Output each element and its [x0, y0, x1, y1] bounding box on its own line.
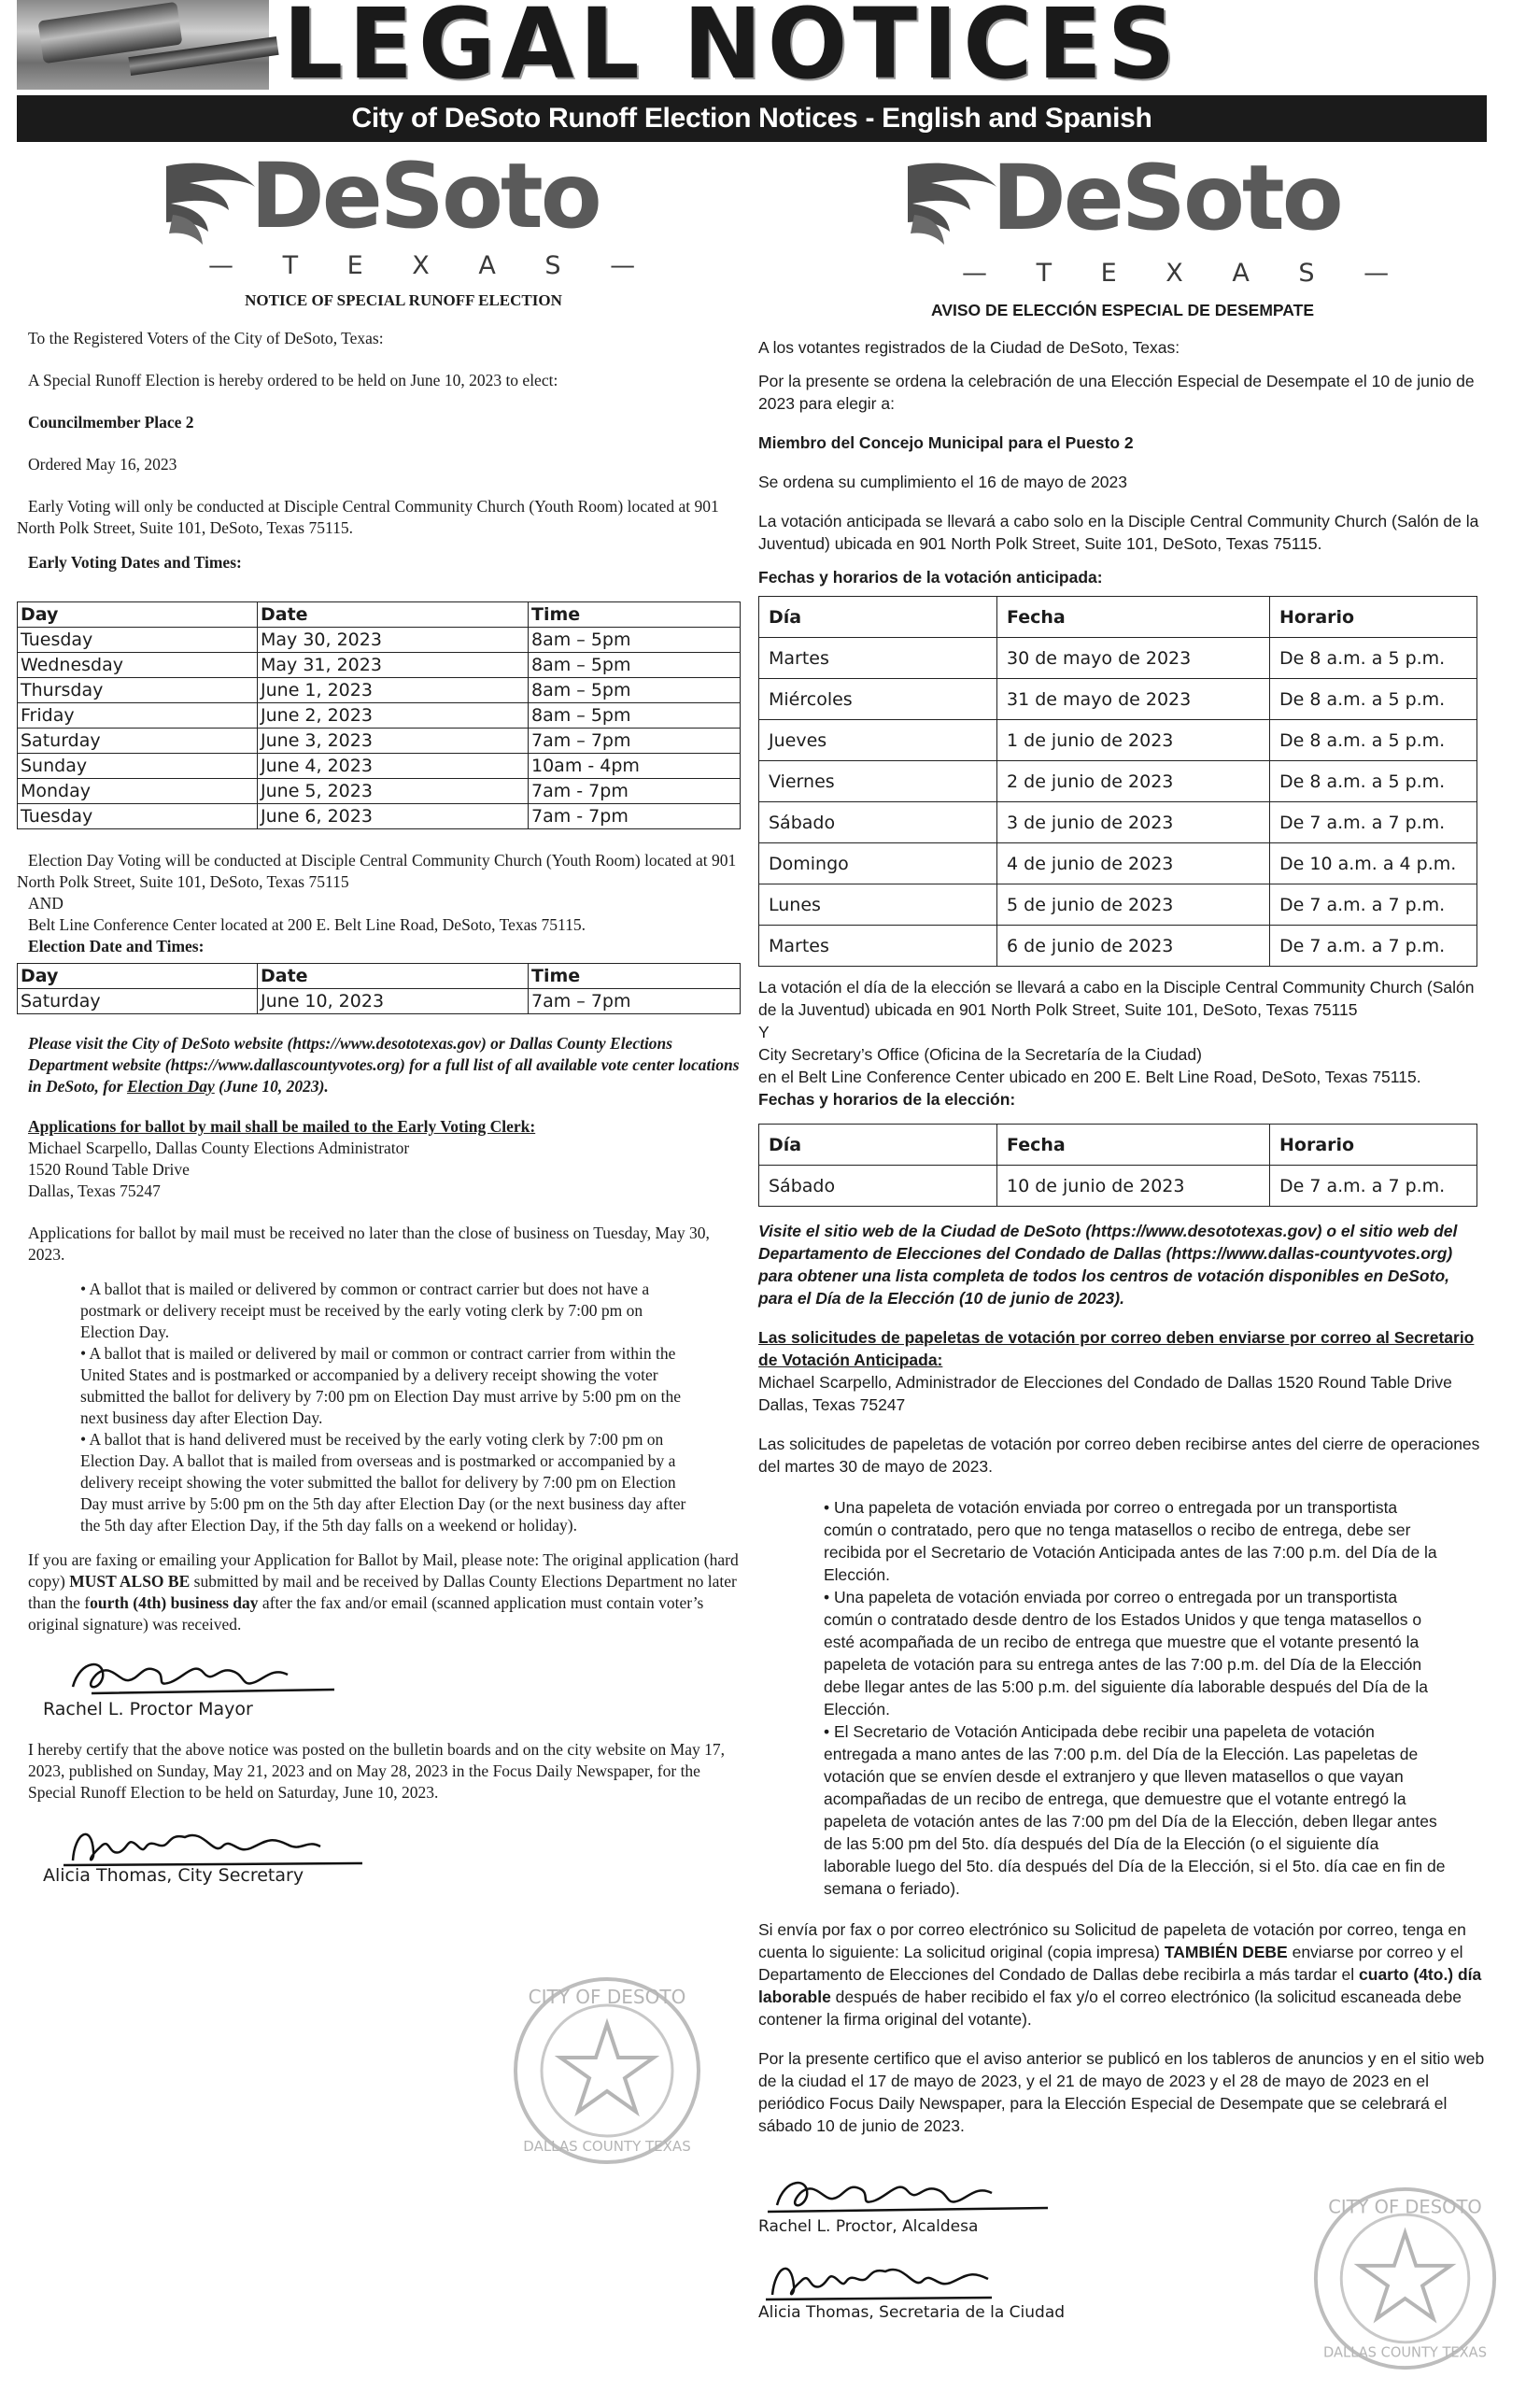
certification: I hereby certify that the above notice was posted on the bulletin boards and on the city website on May 17, 2023, published on Sunday, May 21, 2023 and on May 28, 2023 in the Focus Daily Newspaper, for the Special Runoff Election to be held on Saturday, June 10, 2023.: [28, 1740, 725, 1802]
notice-heading: AVISO DE ELECCIÓN ESPECIAL DE DESEMPATE: [930, 301, 1315, 319]
table-header-row: [759, 1125, 1477, 1166]
secretary-name: Alicia Thomas, Secretaria de la Ciudad: [758, 2303, 1066, 2322]
cell-day: Saturday: [18, 729, 258, 754]
seal-top-text: CITY OF DESOTO: [528, 1986, 686, 2008]
fax-text: Si envía por fax o por correo electrónico su Solicitud de papeleta de votación por correo, tenga en cuenta lo siguiente: La solicitud original (copia impresa): [758, 1920, 1466, 1961]
masthead: [17, 0, 1487, 90]
mail-name: Michael Scarpello, Dallas County Elections Administrator: [28, 1139, 410, 1157]
table-row: [18, 653, 741, 678]
ordered-text: A Special Runoff Election is hereby ordered to be held on June 10, 2023 to elect:: [28, 371, 558, 389]
mayor-signature: [17, 1654, 743, 1699]
list-item: • Una papeleta de votación enviada por correo o entregada por un transportista común o contratado desde dentro de los Estados Unidos y que tenga matasellos o esté acompañada de un recibo de entrega que muestre que el votante presentó la papeleta de votación para su entrega antes de las 7:00 p.m. del Día de la Elección debe llegar antes de las 5:00 p.m. del siguiente día laborable después del Día de la Elección.: [824, 1588, 1428, 1719]
mail-heading: Las solicitudes de papeletas de votación por correo deben enviarse por correo al Secretario de Votación Anticipada:: [758, 1328, 1475, 1369]
mail-city: Dallas, Texas 75247: [758, 1395, 906, 1414]
early-voting-location: Early Voting will only be conducted at Disciple Central Community Church (Youth Room) located at 901 North Polk Street, Suite 101, DeSoto, Texas 75115.: [17, 497, 719, 537]
fax-notice: [758, 1918, 1487, 2030]
cell-date: May 30, 2023: [258, 628, 529, 653]
cell-time: De 8 a.m. a 5 p.m.: [1270, 720, 1477, 761]
cell-day: Viernes: [759, 761, 997, 802]
seal-top-text: CITY OF DESOTO: [1328, 2196, 1482, 2218]
mail-city: Dallas, Texas 75247: [28, 1181, 161, 1200]
cell-day: Wednesday: [18, 653, 258, 678]
election-day-location: La votación el día de la elección se llevará a cabo en la Disciple Central Community Church (Salón de la Juventud) ubicada en 901 North Polk Street, Suite 101, DeSoto, Texas 75115: [758, 978, 1475, 1019]
table-row: [18, 779, 741, 804]
election-day-location-2: Belt Line Conference Center located at 200 E. Belt Line Road, DeSoto, Texas 75115.: [28, 915, 586, 934]
gavel-image: [17, 0, 269, 90]
table-row: [759, 761, 1477, 802]
cell-time: De 7 a.m. a 7 p.m.: [1270, 884, 1477, 926]
table-row: [18, 754, 741, 779]
list-item: • A ballot that is hand delivered must be received by the early voting clerk by 7:00 pm on Election Day. A ballot that is mailed from overseas and is postmarked or accompanied by a delivery receipt showing the voter submitted the ballot for delivery by 7:00 pm on Election Day must arrive by 5:00 pm on the 5th day after Election Day (or the next business day after the 5th day after Election Day, if the 5th day falls on a weekend or holiday).: [80, 1430, 686, 1535]
election-day-table: [17, 963, 741, 1014]
header-date: Date: [258, 964, 529, 989]
city-seal-icon: [512, 1975, 703, 2167]
table-row: [759, 802, 1477, 843]
cell-date: 4 de junio de 2023: [997, 843, 1270, 884]
table-row: [18, 989, 741, 1014]
and-label: AND: [28, 894, 64, 913]
mayor-name: Rachel L. Proctor Mayor: [43, 1699, 253, 1719]
seal-bottom-text: DALLAS COUNTY TEXAS: [1323, 2344, 1487, 2361]
office-title: Miembro del Concejo Municipal para el Puesto 2: [758, 433, 1134, 452]
cell-date: June 3, 2023: [258, 729, 529, 754]
table-row: [759, 843, 1477, 884]
early-voting-table: [758, 596, 1477, 967]
cell-day: Martes: [759, 926, 997, 967]
desoto-logo: [758, 146, 1487, 290]
election-day-heading: Election Date and Times:: [28, 937, 205, 955]
cell-day: Friday: [18, 703, 258, 729]
mail-deadline: Las solicitudes de papeletas de votación por correo deben recibirse antes del cierre de operaciones del martes 30 de mayo de 2023.: [758, 1435, 1480, 1476]
secretary-signature: [17, 1818, 743, 1865]
fax-emphasis: TAMBIÉN DEBE: [1164, 1943, 1288, 1961]
cell-day: Sunday: [18, 754, 258, 779]
fax-text: después de haber recibido el fax y/o el correo electrónico (la solicitud escaneada debe contener la firma original del votante).: [758, 1988, 1462, 2029]
cell-date: 2 de junio de 2023: [997, 761, 1270, 802]
cell-time: 10am - 4pm: [529, 754, 741, 779]
cell-day: Martes: [759, 638, 997, 679]
secretary-signature-image: [758, 2253, 1038, 2304]
secretary-name: Alicia Thomas, City Secretary: [43, 1865, 304, 1886]
and-label: Y: [758, 1023, 770, 1041]
table-row: [759, 926, 1477, 967]
table-row: [759, 884, 1477, 926]
header-day: Día: [759, 1125, 997, 1166]
list-item: • A ballot that is mailed or delivered by mail or common or contract carrier from within the United States and is postmarked or accompanied by a delivery receipt showing the voter submitted the ballot for delivery by 7:00 pm on Election Day must arrive by 5:00 pm on the next business day after Election Day.: [80, 1344, 682, 1427]
fax-text: enviarse por correo y el Departamento de Elecciones del Condado de Dallas debe recibirla a más tardar el: [758, 1943, 1463, 1984]
cell-time: De 8 a.m. a 5 p.m.: [1270, 761, 1477, 802]
desoto-logo-mark-icon: [162, 159, 260, 252]
ballot-rules-list: [17, 1279, 743, 1536]
cell-day: Jueves: [759, 720, 997, 761]
logo-state: — T E X A S —: [962, 259, 1410, 288]
section-banner: City of DeSoto Runoff Election Notices - English and Spanish: [17, 95, 1487, 142]
visit-election-day: Election Day: [126, 1077, 215, 1096]
mail-heading: Applications for ballot by mail shall be mailed to the Early Voting Clerk:: [28, 1117, 536, 1136]
desoto-logo-mark-icon: [903, 159, 1001, 252]
cell-date: 6 de junio de 2023: [997, 926, 1270, 967]
cell-day: Miércoles: [759, 679, 997, 720]
cell-date: June 4, 2023: [258, 754, 529, 779]
mail-street: 1520 Round Table Drive: [28, 1160, 190, 1179]
cell-date: June 5, 2023: [258, 779, 529, 804]
cell-day: Sábado: [759, 1166, 997, 1207]
header-time: Horario: [1270, 597, 1477, 638]
table-row: [18, 678, 741, 703]
ordered-date: Se ordena su cumplimiento el 16 de mayo de 2023: [758, 473, 1127, 491]
visit-text: Please visit the City of DeSoto website (https://www.desototexas.gov) or Dallas County Elections Department website (https://www.dallascountyvotes.org) for a full list of all available vote center locations in DeSoto, for: [28, 1034, 740, 1096]
table-row: [18, 804, 741, 829]
election-day-heading: Fechas y horarios de la elección:: [758, 1090, 1016, 1109]
salutation: To the Registered Voters of the City of DeSoto, Texas:: [28, 329, 384, 347]
early-voting-location: La votación anticipada se llevará a cabo solo en la Disciple Central Community Church (Salón de la Juventud) ubicada en 901 North Polk Street, Suite 101, DeSoto, Texas 75115.: [758, 512, 1479, 553]
mayor-name: Rachel L. Proctor, Alcaldesa: [758, 2217, 979, 2236]
secretary-signature-image: [54, 1818, 390, 1870]
early-voting-heading: Early Voting Dates and Times:: [28, 553, 242, 572]
list-item: • El Secretario de Votación Anticipada debe recibir una papeleta de votación entregada a mano antes de las 7:00 p.m. del Día de la Elección. Las papeletas de votación que se envíen desde el extranjero y que lleven matasellos o que vayan acompañadas de un recibo de entrega, que demuestre que el votante entregó la papeleta de votación antes de las 7:00 pm del Día de la Elección, deben llegar antes de las 5:00 pm del 5to. día después del Día de la Elección (o el siguiente día laborable luego del 5to. día después del Día de la Elección, si el 5to. día cae en fin de semana o feriado).: [824, 1722, 1446, 1898]
table-header-row: [18, 964, 741, 989]
cell-time: 7am – 7pm: [529, 989, 741, 1014]
seal-bottom-text: DALLAS COUNTY TEXAS: [523, 2138, 691, 2155]
cell-date: 30 de mayo de 2023: [997, 638, 1270, 679]
spanish-notice: [758, 146, 1487, 2324]
salutation: A los votantes registrados de la Ciudad de DeSoto, Texas:: [758, 338, 1180, 357]
cell-time: De 8 a.m. a 5 p.m.: [1270, 638, 1477, 679]
header-date: Date: [258, 602, 529, 628]
cell-date: 1 de junio de 2023: [997, 720, 1270, 761]
table-header-row: [18, 602, 741, 628]
mail-name: Michael Scarpello, Administrador de Elecciones del Condado de Dallas 1520 Round Table Drive: [758, 1373, 1452, 1392]
visit-website-notice: Visite el sitio web de la Ciudad de DeSoto (https://www.desototexas.gov) o el sitio web del Departamento de Elecciones del Condado de Dallas (https://www.dallas-countyvotes.org) para obtener una lista completa de todos los centros de votación disponibles en DeSoto, para el Día de la Elección (10 de junio de 2023).: [758, 1222, 1458, 1308]
certification: Por la presente certifico que el aviso anterior se publicó en los tableros de anuncios y en el sitio web de la ciudad el 17 de mayo de 2023, y el 21 de mayo de 2023 y el 28 de mayo de 2023 en el periódico Focus Daily Newspaper, para la Elección Especial de Desempate que se celebrará el sábado 10 de junio de 2023.: [758, 2049, 1485, 2135]
election-day-location: Election Day Voting will be conducted at Disciple Central Community Church (Youth Room) located at 901 North Polk Street, Suite 101, DeSoto, Texas 75115: [17, 851, 737, 891]
fax-text: after the fax and/or email (scanned application must contain voter’s original signature) was received.: [28, 1593, 704, 1634]
english-notice: [17, 144, 743, 1887]
logo-state: — T E X A S —: [208, 251, 657, 280]
cell-day: Sábado: [759, 802, 997, 843]
header-time: Time: [529, 964, 741, 989]
table-header-row: [759, 597, 1477, 638]
cell-date: June 2, 2023: [258, 703, 529, 729]
cell-date: May 31, 2023: [258, 653, 529, 678]
header-time: Horario: [1270, 1125, 1477, 1166]
fax-text: If you are faxing or emailing your Application for Ballot by Mail, please note: The original application (hard copy): [28, 1550, 739, 1591]
table-row: [18, 628, 741, 653]
table-row: [759, 1166, 1477, 1207]
cell-time: 8am – 5pm: [529, 653, 741, 678]
cell-day: Domingo: [759, 843, 997, 884]
table-row: [759, 638, 1477, 679]
cell-day: Saturday: [18, 989, 258, 1014]
cell-day: Tuesday: [18, 804, 258, 829]
logo-wordmark: DeSoto: [250, 144, 600, 248]
cell-date: 3 de junio de 2023: [997, 802, 1270, 843]
cell-time: 8am – 5pm: [529, 703, 741, 729]
election-day-location-3: en el Belt Line Conference Center ubicado en 200 E. Belt Line Road, DeSoto, Texas 75115.: [758, 1068, 1421, 1086]
logo-wordmark: DeSoto: [992, 146, 1341, 250]
fax-emphasis: cuarto (4to.) día laborable: [758, 1965, 1482, 2006]
cell-time: De 7 a.m. a 7 p.m.: [1270, 802, 1477, 843]
office-title: Councilmember Place 2: [28, 413, 194, 432]
cell-date: 10 de junio de 2023: [997, 1166, 1270, 1207]
header-date: Fecha: [997, 1125, 1270, 1166]
cell-date: June 1, 2023: [258, 678, 529, 703]
visit-website-notice: [17, 1033, 743, 1097]
ordered-date: Ordered May 16, 2023: [28, 455, 177, 474]
table-row: [759, 720, 1477, 761]
cell-date: 31 de mayo de 2023: [997, 679, 1270, 720]
cell-time: De 7 a.m. a 7 p.m.: [1270, 926, 1477, 967]
header-day: Day: [18, 602, 258, 628]
masthead-title: LEGAL NOTICES: [283, 0, 1181, 90]
cell-date: June 10, 2023: [258, 989, 529, 1014]
fax-emphasis: MUST ALSO BE: [69, 1572, 191, 1591]
header-day: Day: [18, 964, 258, 989]
cell-day: Lunes: [759, 884, 997, 926]
visit-date: (June 10, 2023).: [214, 1077, 329, 1096]
ordered-text: Por la presente se ordena la celebración de una Elección Especial de Desempate el 10 de junio de 2023 para elegir a:: [758, 372, 1475, 413]
cell-time: 8am – 5pm: [529, 628, 741, 653]
ballot-rules-list: [758, 1496, 1487, 1900]
cell-day: Thursday: [18, 678, 258, 703]
cell-time: 7am - 7pm: [529, 804, 741, 829]
city-seal-icon: [1312, 2186, 1499, 2372]
cell-date: June 6, 2023: [258, 804, 529, 829]
list-item: • Una papeleta de votación enviada por correo o entregada por un transportista común o contratado, pero que no tenga matasellos o recibo de entrega, debe ser recibida por el Secretario de Votación Anticipada antes de las 7:00 p.m. del Día de la Elección.: [824, 1498, 1437, 1584]
list-item: • A ballot that is mailed or delivered by common or contract carrier but does not have a postmark or delivery receipt must be received by the early voting clerk by 7:00 pm on Election Day.: [80, 1280, 650, 1341]
cell-time: 8am – 5pm: [529, 678, 741, 703]
header-day: Día: [759, 597, 997, 638]
table-row: [18, 703, 741, 729]
table-row: [18, 729, 741, 754]
table-row: [759, 679, 1477, 720]
election-day-location-2: City Secretary’s Office (Oficina de la Secretaría de la Ciudad): [758, 1045, 1202, 1064]
fax-text: submitted by mail and be received by Dallas County Elections Department no later than the f: [28, 1572, 737, 1612]
cell-time: De 7 a.m. a 7 p.m.: [1270, 1166, 1477, 1207]
notice-heading: NOTICE OF SPECIAL RUNOFF ELECTION: [245, 291, 562, 309]
election-day-table: [758, 1124, 1477, 1207]
cell-date: 5 de junio de 2023: [997, 884, 1270, 926]
header-date: Fecha: [997, 597, 1270, 638]
header-time: Time: [529, 602, 741, 628]
cell-time: 7am – 7pm: [529, 729, 741, 754]
fax-notice: [17, 1549, 743, 1635]
cell-day: Tuesday: [18, 628, 258, 653]
mayor-signature-image: [54, 1654, 353, 1701]
early-voting-heading: Fechas y horarios de la votación anticipada:: [758, 568, 1103, 587]
desoto-logo: [17, 144, 743, 290]
fax-emphasis: ourth (4th) business day: [90, 1593, 259, 1612]
early-voting-table: [17, 601, 741, 829]
mayor-signature-image: [758, 2172, 1057, 2219]
mail-deadline: Applications for ballot by mail must be received no later than the close of business on Tuesday, May 30, 2023.: [28, 1224, 710, 1264]
cell-time: De 8 a.m. a 5 p.m.: [1270, 679, 1477, 720]
cell-time: 7am - 7pm: [529, 779, 741, 804]
cell-day: Monday: [18, 779, 258, 804]
cell-time: De 10 a.m. a 4 p.m.: [1270, 843, 1477, 884]
